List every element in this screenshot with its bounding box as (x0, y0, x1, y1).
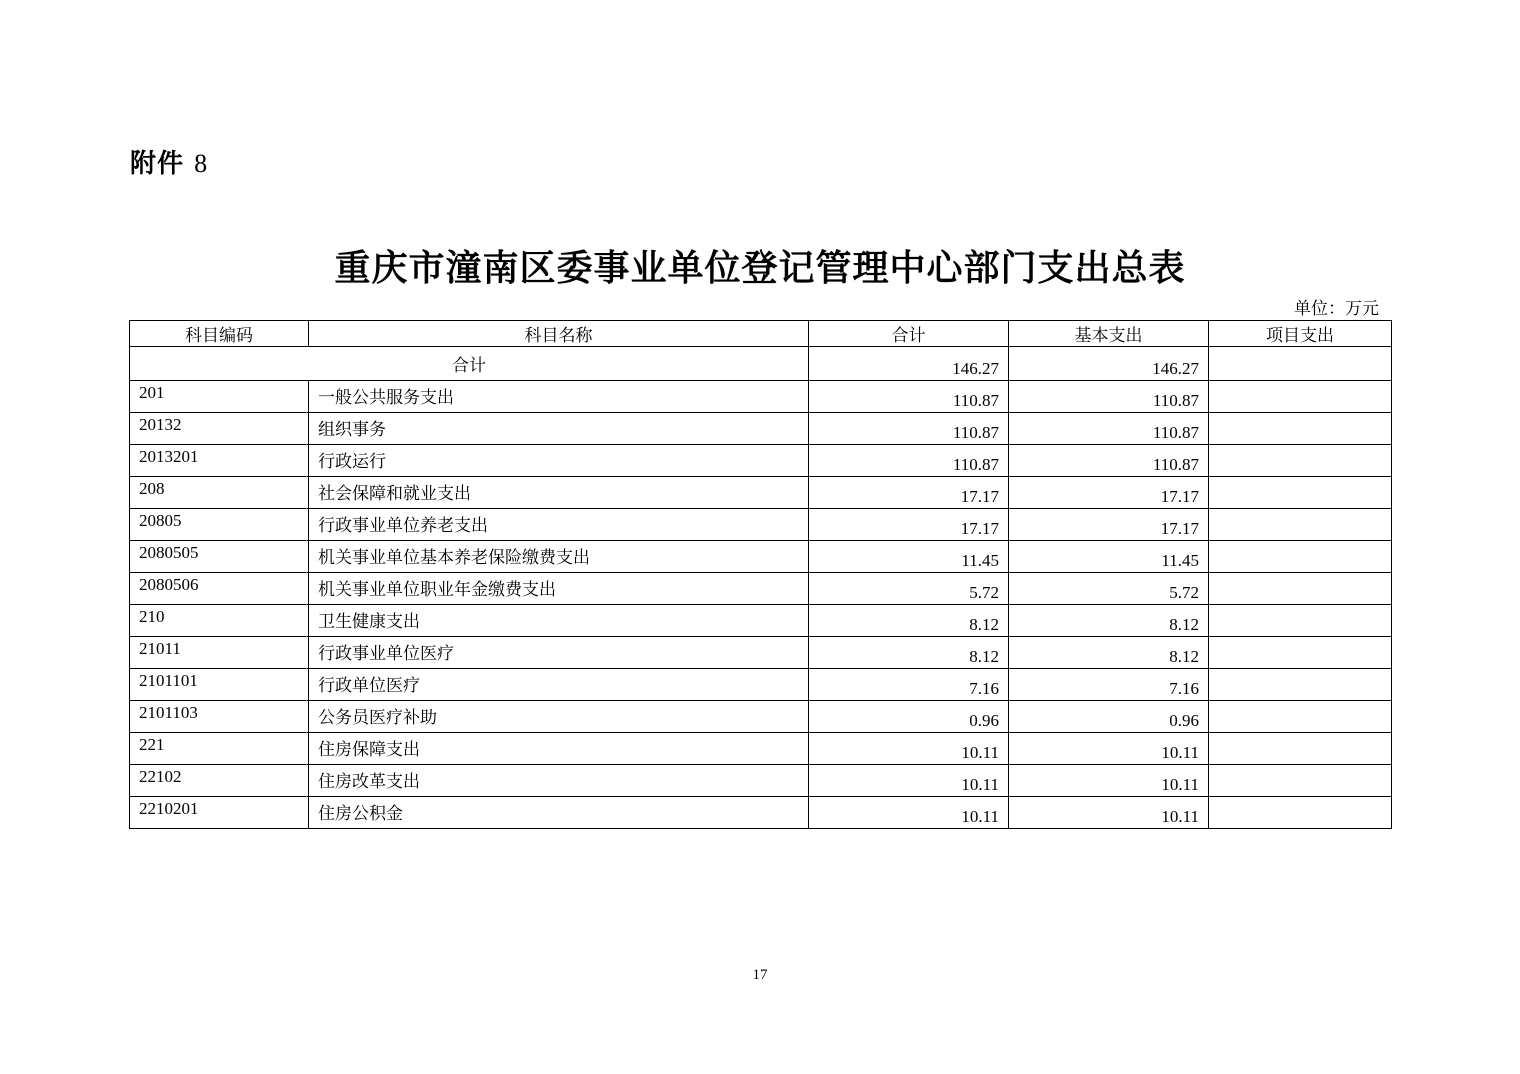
expenditure-table (129, 320, 1392, 829)
row-total: 8.12 (809, 637, 1009, 669)
header-basic: 基本支出 (1009, 321, 1209, 347)
table-row (130, 605, 1392, 637)
row-project (1209, 573, 1392, 605)
attachment-label (130, 143, 208, 180)
row-basic: 17.17 (1009, 477, 1209, 509)
row-code: 2210201 (130, 797, 309, 829)
row-project (1209, 701, 1392, 733)
row-basic: 10.11 (1009, 797, 1209, 829)
row-total: 10.11 (809, 765, 1009, 797)
row-code: 21011 (130, 637, 309, 669)
total-row (130, 347, 1392, 381)
row-project (1209, 509, 1392, 541)
row-project (1209, 477, 1392, 509)
row-code: 22102 (130, 765, 309, 797)
table-row (130, 477, 1392, 509)
row-name: 行政单位医疗 (309, 669, 809, 701)
row-total: 8.12 (809, 605, 1009, 637)
row-total: 17.17 (809, 509, 1009, 541)
row-name: 一般公共服务支出 (309, 381, 809, 413)
header-total: 合计 (809, 321, 1009, 347)
row-basic: 8.12 (1009, 637, 1209, 669)
attachment-number: 8 (194, 149, 209, 178)
row-name: 住房保障支出 (309, 733, 809, 765)
row-code: 20805 (130, 509, 309, 541)
table-row (130, 381, 1392, 413)
row-name: 行政事业单位医疗 (309, 637, 809, 669)
row-basic: 11.45 (1009, 541, 1209, 573)
total-project (1209, 347, 1392, 381)
row-basic: 8.12 (1009, 605, 1209, 637)
row-name: 社会保障和就业支出 (309, 477, 809, 509)
row-total: 5.72 (809, 573, 1009, 605)
row-project (1209, 445, 1392, 477)
row-code: 2101101 (130, 669, 309, 701)
row-basic: 5.72 (1009, 573, 1209, 605)
row-name: 机关事业单位基本养老保险缴费支出 (309, 541, 809, 573)
row-project (1209, 541, 1392, 573)
header-code: 科目编码 (130, 321, 309, 347)
row-total: 11.45 (809, 541, 1009, 573)
row-code: 210 (130, 605, 309, 637)
row-basic: 10.11 (1009, 765, 1209, 797)
row-code: 20132 (130, 413, 309, 445)
row-total: 7.16 (809, 669, 1009, 701)
row-project (1209, 605, 1392, 637)
row-code: 201 (130, 381, 309, 413)
row-name: 组织事务 (309, 413, 809, 445)
row-basic: 110.87 (1009, 445, 1209, 477)
total-basic: 146.27 (1009, 347, 1209, 381)
row-total: 10.11 (809, 797, 1009, 829)
table-row (130, 413, 1392, 445)
table-row (130, 765, 1392, 797)
row-total: 17.17 (809, 477, 1009, 509)
row-basic: 0.96 (1009, 701, 1209, 733)
row-name: 行政事业单位养老支出 (309, 509, 809, 541)
table-row (130, 637, 1392, 669)
row-total: 110.87 (809, 413, 1009, 445)
header-project: 项目支出 (1209, 321, 1392, 347)
row-project (1209, 797, 1392, 829)
row-project (1209, 733, 1392, 765)
total-label: 合计 (130, 347, 809, 381)
unit-label: 单位：万元 (1294, 299, 1379, 319)
table-row (130, 669, 1392, 701)
table-row (130, 573, 1392, 605)
row-basic: 10.11 (1009, 733, 1209, 765)
row-basic: 7.16 (1009, 669, 1209, 701)
row-code: 2101103 (130, 701, 309, 733)
table-row (130, 541, 1392, 573)
row-project (1209, 381, 1392, 413)
row-total: 0.96 (809, 701, 1009, 733)
table-header-row (130, 321, 1392, 347)
row-project (1209, 765, 1392, 797)
row-name: 行政运行 (309, 445, 809, 477)
row-basic: 110.87 (1009, 381, 1209, 413)
table-row (130, 701, 1392, 733)
row-total: 110.87 (809, 381, 1009, 413)
attachment-text: 附件 (130, 149, 185, 179)
table-row (130, 733, 1392, 765)
row-project (1209, 413, 1392, 445)
row-code: 2080506 (130, 573, 309, 605)
header-name: 科目名称 (309, 321, 809, 347)
row-total: 110.87 (809, 445, 1009, 477)
document-title: 重庆市潼南区委事业单位登记管理中心部门支出总表 (334, 247, 1186, 289)
row-code: 2013201 (130, 445, 309, 477)
page-number: 17 (752, 967, 768, 983)
table-row (130, 797, 1392, 829)
row-name: 卫生健康支出 (309, 605, 809, 637)
table-row (130, 509, 1392, 541)
row-name: 机关事业单位职业年金缴费支出 (309, 573, 809, 605)
row-code: 208 (130, 477, 309, 509)
row-basic: 17.17 (1009, 509, 1209, 541)
row-code: 2080505 (130, 541, 309, 573)
row-basic: 110.87 (1009, 413, 1209, 445)
row-name: 公务员医疗补助 (309, 701, 809, 733)
row-name: 住房改革支出 (309, 765, 809, 797)
row-total: 10.11 (809, 733, 1009, 765)
total-amount: 146.27 (809, 347, 1009, 381)
row-code: 221 (130, 733, 309, 765)
table-row (130, 445, 1392, 477)
row-project (1209, 669, 1392, 701)
row-name: 住房公积金 (309, 797, 809, 829)
row-project (1209, 637, 1392, 669)
